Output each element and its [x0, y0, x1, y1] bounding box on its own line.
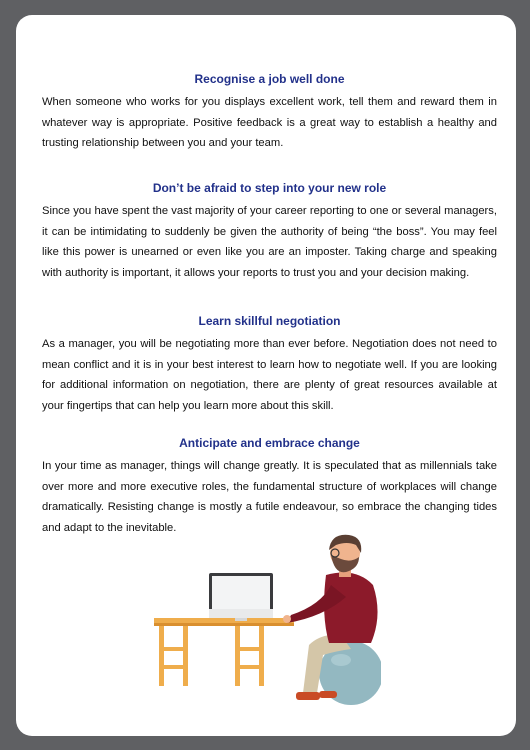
- table-leg: [259, 626, 264, 686]
- section-body: When someone who works for you displays excellent work, tell them and reward them in whatever way is appropriate. Positive feedback is a great way to establish a healthy and trusting relationship between you and your team.: [42, 96, 497, 149]
- section-body: In your time as manager, things will change greatly. It is speculated that as millennials take over more and more executive roles, the fundamental structure of workplaces will change dramatically. Resisting change is mostly a futile endeavour, so embrace the changing tides and adapt to the inevitable.: [42, 460, 497, 534]
- table-leg: [183, 626, 188, 686]
- table-rim: [154, 623, 294, 626]
- monitor-bezel: [209, 609, 273, 618]
- table-leg: [159, 626, 164, 686]
- section-negotiation: [42, 314, 497, 416]
- table-brace: [235, 647, 264, 651]
- man-shoe: [319, 691, 337, 698]
- man-shoe: [296, 692, 320, 700]
- table-brace: [159, 647, 188, 651]
- section-body: As a manager, you will be negotiating more than ever before. Negotiation does not need to mean conflict and it is in your best interest to learn how to negotiate well. If you are looking for additional information on negotiation, there are plenty of great resources available at your fingertips that can help you learn more about this skill.: [42, 338, 497, 412]
- section-recognise-job: [42, 72, 497, 154]
- man-at-desk-illustration: [151, 515, 381, 705]
- table-leg: [235, 626, 240, 686]
- section-new-role: [42, 181, 497, 283]
- monitor-stand: [235, 618, 247, 621]
- man-hand: [283, 615, 291, 623]
- document-page: [16, 15, 516, 736]
- man-sweater: [324, 573, 377, 643]
- section-heading: Recognise a job well done: [194, 72, 345, 86]
- section-heading: Anticipate and embrace change: [179, 436, 360, 450]
- section-heading: Learn skillful negotiation: [198, 314, 341, 328]
- ball-shine: [331, 654, 351, 666]
- table-brace: [159, 665, 188, 669]
- table-brace: [235, 665, 264, 669]
- section-body: Since you have spent the vast majority of your career reporting to one or several managers, it can be intimidating to suddenly be given the authority of being “the boss”. You may feel like this power is unearned or even like you are an imposter. Taking charge and speaking with authority is important, it allows your reports to trust you and your decision making.: [42, 205, 497, 279]
- section-heading: Don’t be afraid to step into your new role: [152, 181, 387, 195]
